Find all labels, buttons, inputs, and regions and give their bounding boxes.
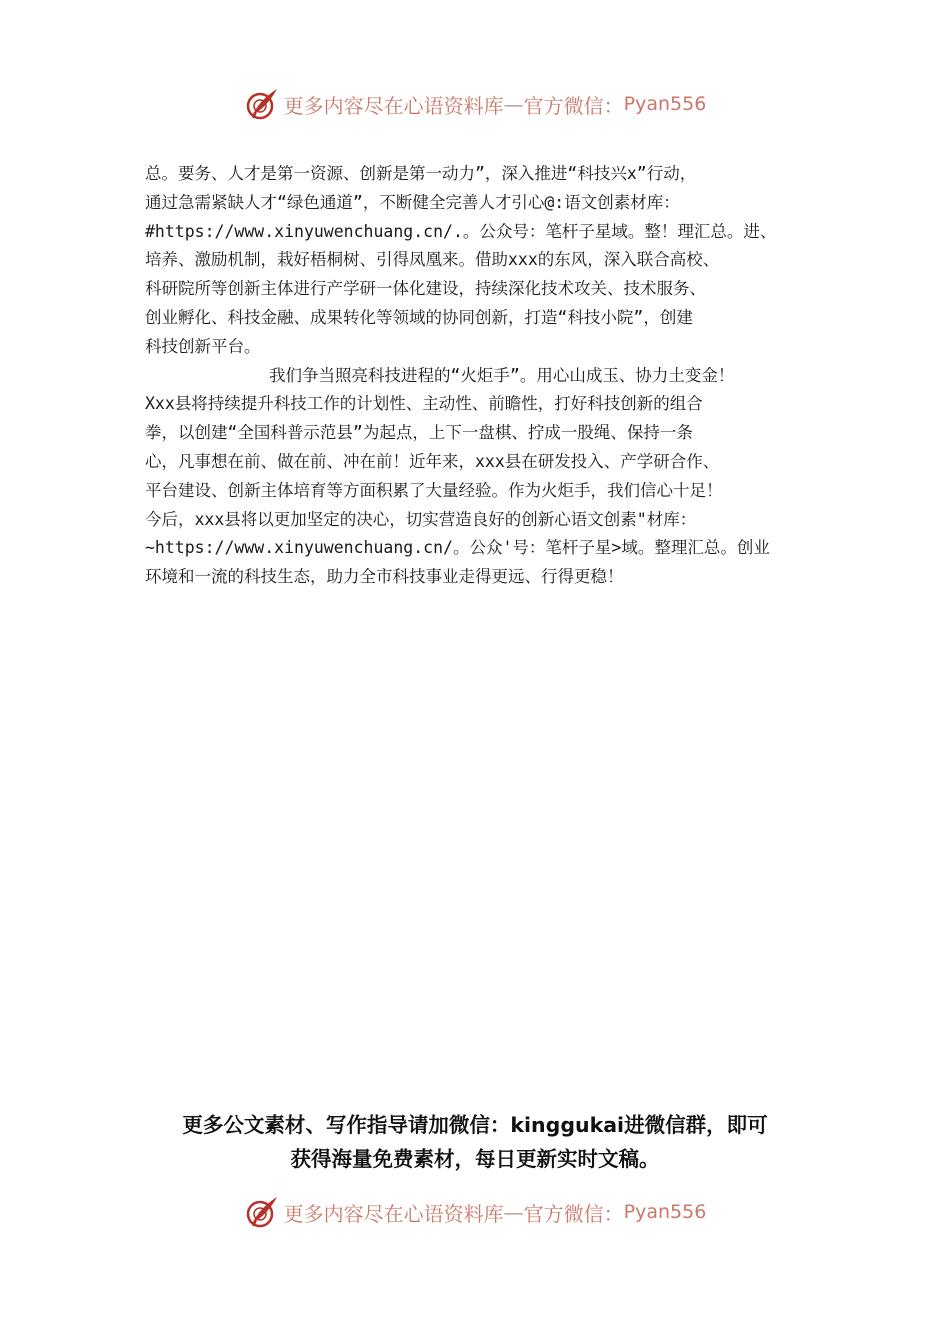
body-line: 平台建设、创新主体培育等方面积累了大量经验。作为火炬手，我们信心十足！ <box>145 480 723 500</box>
document-body <box>145 160 815 592</box>
body-line: 环境和一流的科技生态，助力全市科技事业走得更远、行得更稳！ <box>145 567 624 587</box>
body-line: 科研院所等创新主体进行产学研一体化建设，持续深化技术攻关、技术服务、 <box>145 279 706 299</box>
header-title: 更多内容尽在心语资料库 <box>283 93 504 118</box>
footer-note <box>0 1108 950 1176</box>
body-line-paragraph-start: 我们争当照亮科技进程的“火炬手”。用心山成玉、协力土变金！ <box>269 365 735 385</box>
body-line: 心，凡事想在前、做在前、冲在前！近年来，xxx县在研发投入、产学研合作、 <box>145 451 720 471</box>
body-line: 培养、激励机制，栽好梧桐树、引得凤凰来。借助xxx的东风，深入联合高校、 <box>145 250 720 270</box>
footer-note-line: 更多公文素材、写作指导请加微信：kinggukai进微信群，即可 <box>182 1113 768 1137</box>
body-line: 今后，xxx县将以更加坚定的决心，切实营造良好的创新心语文创素"材库： <box>145 509 697 529</box>
quill-logo-icon <box>244 1194 280 1230</box>
body-line: #https://www.xinyuwenchuang.cn/.。公众号：笔杆子星域。整！理汇总。进、 <box>145 221 777 241</box>
footer-banner <box>0 1190 950 1234</box>
body-line: 拳，以创建“全国科普示范县”为起点，上下一盘棋、拧成一股绳、保持一条 <box>145 423 693 443</box>
body-line: 通过急需紧缺人才“绿色通道”，不断健全完善人才引心@:语文创素材库： <box>145 192 680 212</box>
footer-banner-title: 更多内容尽在心语资料库 <box>283 1201 504 1226</box>
body-line: 创业孵化、科技金融、成果转化等领域的协同创新，打造“科技小院”，创建 <box>145 307 693 327</box>
header-separator: — <box>503 92 524 116</box>
footer-banner-wechat-label: 官方微信： <box>523 1201 624 1226</box>
header-wechat-label: 官方微信： <box>523 93 624 118</box>
footer-banner-wechat-id: Pyan556 <box>623 1201 707 1223</box>
quill-logo-icon <box>244 86 280 122</box>
header-banner <box>0 82 950 126</box>
body-line: Xxx县将持续提升科技工作的计划性、主动性、前瞻性，打好科技创新的组合 <box>145 394 703 414</box>
body-line: 总。要务、人才是第一资源、创新是第一动力”，深入推进“科技兴x”行动， <box>145 164 697 183</box>
body-line: 科技创新平台。 <box>145 336 261 356</box>
footer-note-line: 获得海量免费素材，每日更新实时文稿。 <box>290 1147 660 1171</box>
body-line: ~https://www.xinyuwenchuang.cn/。公众'号：笔杆子星>域。整理汇总。创业 <box>145 538 770 558</box>
header-wechat-id: Pyan556 <box>623 93 707 115</box>
footer-banner-separator: — <box>503 1200 524 1224</box>
